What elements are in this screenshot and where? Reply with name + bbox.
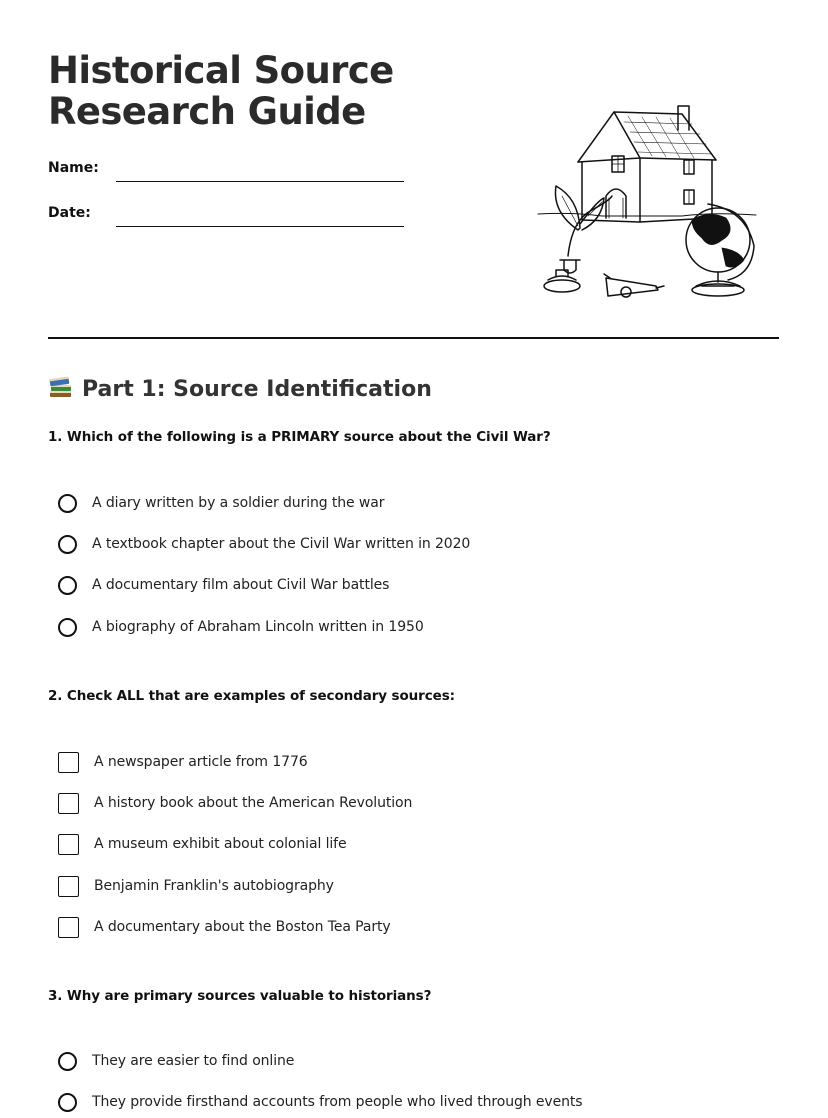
checkbox[interactable] <box>58 793 79 814</box>
radio-button[interactable] <box>58 1052 77 1071</box>
title-line-2: Research Guide <box>48 90 366 133</box>
date-field <box>48 205 408 229</box>
option-label: A diary written by a soldier during the war <box>92 495 385 511</box>
q1-option-3[interactable] <box>58 573 389 597</box>
checkbox[interactable] <box>58 752 79 773</box>
option-label: They provide firsthand accounts from people who lived through events <box>92 1094 583 1110</box>
checkbox[interactable] <box>58 876 79 897</box>
date-label: Date: <box>48 205 91 221</box>
part-1-heading <box>48 374 432 405</box>
q3-option-2[interactable] <box>58 1090 582 1114</box>
option-label: They are easier to find online <box>92 1053 295 1069</box>
part-1-title: Part 1: Source Identification <box>82 377 432 402</box>
question-3-text: 3. Why are primary sources valuable to historians? <box>48 988 432 1004</box>
option-label: A documentary about the Boston Tea Party <box>94 919 391 935</box>
q2-option-4[interactable] <box>58 874 334 898</box>
checkbox[interactable] <box>58 834 79 855</box>
q3-option-1[interactable] <box>58 1049 294 1073</box>
option-label: A textbook chapter about the Civil War written in 2020 <box>92 536 471 552</box>
q1-option-2[interactable] <box>58 532 470 556</box>
option-label: A museum exhibit about colonial life <box>94 836 347 852</box>
radio-button[interactable] <box>58 576 77 595</box>
q2-option-2[interactable] <box>58 791 412 815</box>
radio-button[interactable] <box>58 1093 77 1112</box>
radio-button[interactable] <box>58 618 77 637</box>
checkbox[interactable] <box>58 917 79 938</box>
option-label: A biography of Abraham Lincoln written in 1950 <box>92 619 424 635</box>
option-label: A history book about the American Revolution <box>94 795 413 811</box>
q1-option-1[interactable] <box>58 491 384 515</box>
name-field <box>48 160 408 184</box>
q2-option-1[interactable] <box>58 750 308 774</box>
page-title <box>48 50 488 132</box>
date-input-line[interactable] <box>116 226 404 227</box>
section-divider <box>48 337 779 339</box>
radio-button[interactable] <box>58 494 77 513</box>
history-illustration <box>532 100 768 302</box>
q1-option-4[interactable] <box>58 615 424 639</box>
title-line-1: Historical Source <box>48 49 394 92</box>
name-input-line[interactable] <box>116 181 404 182</box>
option-label: A newspaper article from 1776 <box>94 754 308 770</box>
option-label: A documentary film about Civil War battles <box>92 577 390 593</box>
question-2-text: 2. Check ALL that are examples of secondary sources: <box>48 688 455 704</box>
q2-option-5[interactable] <box>58 915 391 939</box>
q2-option-3[interactable] <box>58 832 347 856</box>
option-label: Benjamin Franklin's autobiography <box>94 878 334 894</box>
name-label: Name: <box>48 160 99 176</box>
books-icon <box>48 374 74 400</box>
radio-button[interactable] <box>58 535 77 554</box>
question-1-text: 1. Which of the following is a PRIMARY source about the Civil War? <box>48 429 551 445</box>
